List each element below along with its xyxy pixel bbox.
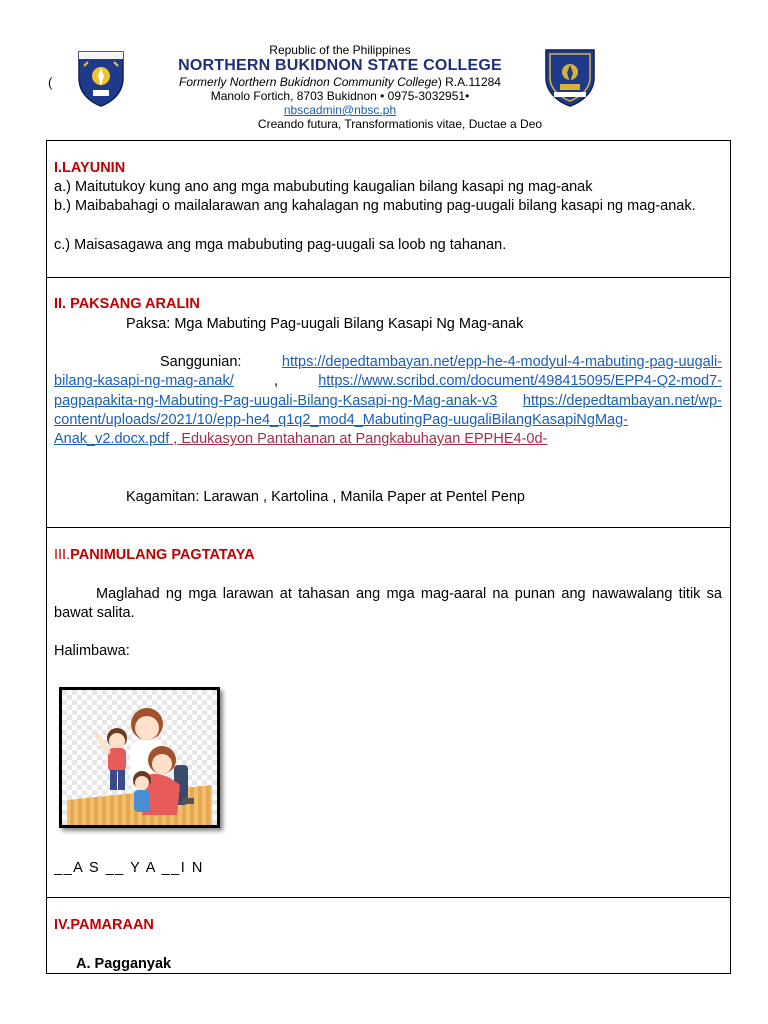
reference-separator: , — [233, 373, 319, 390]
family-illustration — [59, 687, 220, 828]
objective-b: b.) Maibabahagi o mailalarawan ang kahalagan ng mabuting pag-uugali bilang kasapi ng mag-anak. — [54, 198, 696, 214]
sanggunian-label: Sanggunian: — [160, 354, 242, 370]
section-panimulang-pagtataya — [47, 528, 730, 898]
objective-a: a.) Maitutukoy kung ano ang mga mabubuting kaugalian bilang kasapi ng mag-anak — [54, 179, 593, 195]
paksa-line: Paksa: Mga Mabuting Pag-uugali Bilang Kasapi Ng Mag-anak — [126, 316, 524, 332]
family-illustration-icon — [62, 690, 217, 825]
formerly-ra: ) R.A.11284 — [437, 75, 501, 89]
address-line: Manolo Fortich, 8703 Bukidnon • 0975-3032951• — [210, 89, 470, 103]
sanggunian-block — [54, 353, 722, 449]
pamaraan-heading: IV.PAMARAAN — [54, 917, 154, 933]
pagganyak-item: A. Pagganyak — [76, 956, 172, 972]
halimbawa-label: Halimbawa: — [54, 643, 130, 659]
college-seal-right-icon — [542, 46, 598, 108]
lesson-plan-table — [46, 140, 731, 974]
college-name: NORTHERN BUKIDNON STATE COLLEGE — [178, 57, 502, 74]
formerly-italic: Formerly Northern Bukidnon Community College — [179, 75, 438, 89]
panimulang-instruction: Maglahad ng mga larawan at tahasan ang mga mag-aaral na punan ang nawawalang titik sa bawat salita. — [54, 586, 722, 622]
panimulang-heading — [54, 546, 722, 565]
reference-link-1[interactable]: https://depedtambayan.net/epp-he-4-modyul-4-mabuting-pag-uugali-bilang-kasapi-ng-mag-anak/ — [54, 354, 722, 390]
paksang-aralin-heading: II. PAKSANG ARALIN — [54, 296, 200, 312]
email-link[interactable]: nbscadmin@nbsc.ph — [283, 103, 397, 117]
kagamitan-line: Kagamitan: Larawan , Kartolina , Manila Paper at Pentel Penp — [126, 489, 525, 505]
reference-link-2[interactable]: https://www.scribd.com/document/498415095/EPP4-Q2-mod7-pagpapakita-ng-Mabuting-Pag-uugali-Bilang-Kasapi-ng-Mag-anak-v3 — [54, 373, 722, 409]
missing-letters-puzzle: __A S __ Y A __I N — [54, 860, 204, 876]
stray-parenthesis: ( — [48, 75, 53, 90]
panimulang-heading-number: III. — [54, 547, 71, 563]
section-pamaraan — [47, 898, 730, 975]
section-paksang-aralin — [47, 278, 730, 528]
motto-line: Creando futura, Transformationis vitae, Ductae a Deo — [257, 117, 543, 131]
reference-link-3[interactable]: https://depedtambayan.net/wp-content/uploads/2021/10/epp-he4_q1q2_mod4_MabutingPag-uugaliBilangKasapiNgMag-Anak_v2.docx.pdf — [54, 392, 722, 448]
section-layunin — [47, 141, 730, 278]
objective-c: c.) Maisasagawa ang mga mabubuting pag-uugali sa loob ng tahanan. — [54, 237, 507, 253]
letterhead — [0, 0, 768, 140]
reference-link-4[interactable]: , Edukasyon Pantahanan at Pangkabuhayan EPPHE4-0d- — [169, 431, 548, 448]
panimulang-heading-text: PANIMULANG PAGTATAYA — [70, 547, 255, 563]
layunin-heading: I.LAYUNIN — [54, 160, 126, 176]
republic-line: Republic of the Philippines — [269, 43, 411, 57]
